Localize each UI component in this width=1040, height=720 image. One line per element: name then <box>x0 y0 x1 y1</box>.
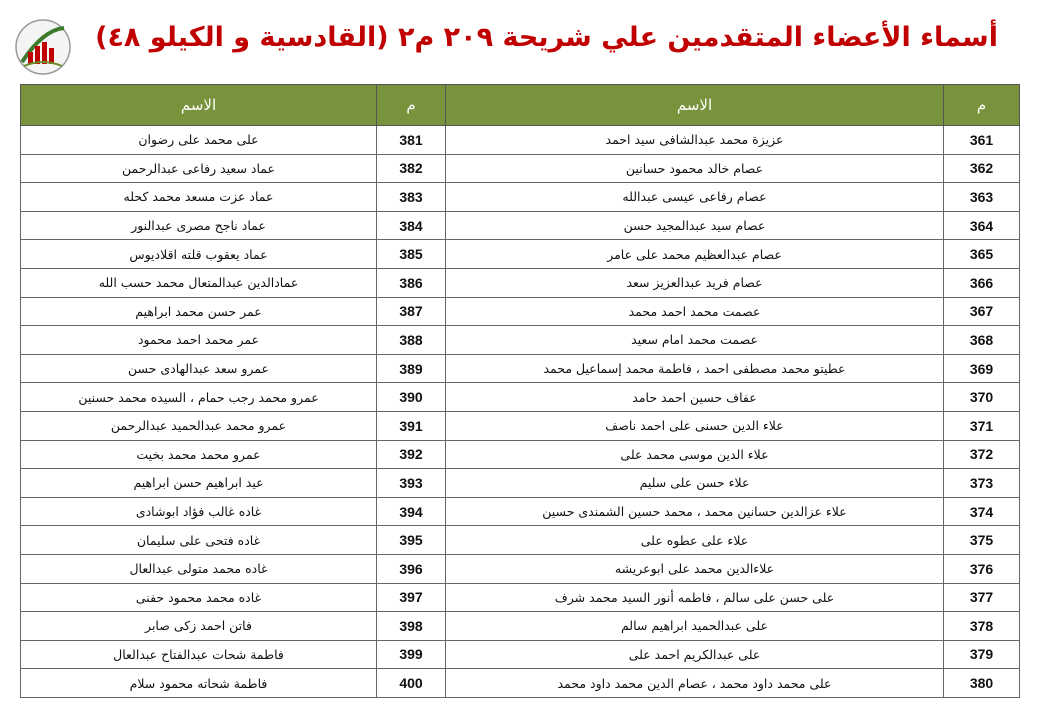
member-number: 384 <box>377 211 446 240</box>
member-name: عزيزة محمد عبدالشافى سيد احمد <box>446 126 944 155</box>
member-number: 364 <box>944 211 1020 240</box>
member-name: علاء حسن على سليم <box>446 469 944 498</box>
table-row <box>21 240 1020 269</box>
table-row <box>21 526 1020 555</box>
member-number: 368 <box>944 326 1020 355</box>
member-name: عماد ناجح مصرى عبدالنور <box>21 211 377 240</box>
member-name: على محمد على رضوان <box>21 126 377 155</box>
logo-icon <box>14 18 72 76</box>
member-number: 373 <box>944 469 1020 498</box>
member-number: 376 <box>944 554 1020 583</box>
table-row <box>21 154 1020 183</box>
member-number: 362 <box>944 154 1020 183</box>
member-name: علاء الدين موسى محمد على <box>446 440 944 469</box>
member-name: علاء عزالدين حسانين محمد ، محمد حسين الشمندى حسين <box>446 497 944 526</box>
member-name: عمرو محمد رجب حمام ، السيده محمد حسنين <box>21 383 377 412</box>
member-number: 393 <box>377 469 446 498</box>
member-number: 396 <box>377 554 446 583</box>
member-name: عماد يعقوب قلته اقلاديوس <box>21 240 377 269</box>
member-number: 386 <box>377 268 446 297</box>
member-number: 380 <box>944 669 1020 698</box>
table-row <box>21 497 1020 526</box>
table-row <box>21 440 1020 469</box>
table-header-row <box>21 85 1020 126</box>
member-number: 398 <box>377 612 446 641</box>
member-name: عيد ابراهيم حسن ابراهيم <box>21 469 377 498</box>
member-number: 397 <box>377 583 446 612</box>
member-number: 379 <box>944 640 1020 669</box>
member-name: عمرو محمد عبدالحميد عبدالرحمن <box>21 411 377 440</box>
member-number: 378 <box>944 612 1020 641</box>
header-number-2: م <box>377 85 446 126</box>
member-name: عمرو محمد محمد بخيت <box>21 440 377 469</box>
table-row <box>21 354 1020 383</box>
member-number: 383 <box>377 183 446 212</box>
table-row <box>21 469 1020 498</box>
member-number: 372 <box>944 440 1020 469</box>
member-number: 390 <box>377 383 446 412</box>
member-name: علاءالدين محمد على ابوعريشه <box>446 554 944 583</box>
member-number: 370 <box>944 383 1020 412</box>
member-name: عماد عزت مسعد محمد كحله <box>21 183 377 212</box>
member-name: غاده محمد محمود حفنى <box>21 583 377 612</box>
member-name: عصام فريد عبدالعزيز سعد <box>446 268 944 297</box>
member-number: 374 <box>944 497 1020 526</box>
table-row <box>21 411 1020 440</box>
table-row <box>21 383 1020 412</box>
header-number-1: م <box>944 85 1020 126</box>
member-number: 394 <box>377 497 446 526</box>
member-number: 391 <box>377 411 446 440</box>
member-number: 381 <box>377 126 446 155</box>
member-name: عصمت محمد احمد محمد <box>446 297 944 326</box>
member-name: غاده غالب فؤاد ابوشادى <box>21 497 377 526</box>
member-number: 385 <box>377 240 446 269</box>
table-row <box>21 583 1020 612</box>
table-row <box>21 326 1020 355</box>
member-name: عطيتو محمد مصطفى احمد ، فاطمة محمد إسماعيل محمد <box>446 354 944 383</box>
header <box>0 0 1040 82</box>
member-number: 365 <box>944 240 1020 269</box>
member-number: 369 <box>944 354 1020 383</box>
member-name: عصام عبدالعظيم محمد على عامر <box>446 240 944 269</box>
member-name: عصام رفاعى عيسى عبدالله <box>446 183 944 212</box>
member-name: عصام سيد عبدالمجيد حسن <box>446 211 944 240</box>
table-row <box>21 268 1020 297</box>
table-row <box>21 640 1020 669</box>
member-name: عمادالدين عبدالمتعال محمد حسب الله <box>21 268 377 297</box>
member-name: عمر حسن محمد ابراهيم <box>21 297 377 326</box>
member-name: علاء على عطوه على <box>446 526 944 555</box>
member-number: 375 <box>944 526 1020 555</box>
member-number: 400 <box>377 669 446 698</box>
table-row <box>21 183 1020 212</box>
page-title: أسماء الأعضاء المتقدمين علي شريحة ٢٠٩ م٢ (القادسية و الكيلو ٤٨) <box>95 22 998 53</box>
member-name: عصمت محمد امام سعيد <box>446 326 944 355</box>
member-number: 387 <box>377 297 446 326</box>
header-name-1: الاسم <box>446 85 944 126</box>
member-number: 363 <box>944 183 1020 212</box>
member-name: عفاف حسين احمد حامد <box>446 383 944 412</box>
header-name-2: الاسم <box>21 85 377 126</box>
table-row <box>21 297 1020 326</box>
member-name: غاده فتحى على سليمان <box>21 526 377 555</box>
table-row <box>21 612 1020 641</box>
member-number: 389 <box>377 354 446 383</box>
members-table <box>20 84 1020 698</box>
member-name: على حسن على سالم ، فاطمه أنور السيد محمد شرف <box>446 583 944 612</box>
member-number: 377 <box>944 583 1020 612</box>
member-number: 361 <box>944 126 1020 155</box>
member-number: 392 <box>377 440 446 469</box>
member-number: 382 <box>377 154 446 183</box>
member-name: على محمد داود محمد ، عصام الدين محمد داود محمد <box>446 669 944 698</box>
member-number: 366 <box>944 268 1020 297</box>
member-name: فاطمة شحاته محمود سلام <box>21 669 377 698</box>
table-row <box>21 554 1020 583</box>
table-row <box>21 126 1020 155</box>
member-name: فاتن احمد زكى صابر <box>21 612 377 641</box>
member-name: على عبدالحميد ابراهيم سالم <box>446 612 944 641</box>
table-row <box>21 211 1020 240</box>
member-name: عمر محمد احمد محمود <box>21 326 377 355</box>
member-name: علاء الدين حسنى على احمد ناصف <box>446 411 944 440</box>
member-name: عصام خالد محمود حسانين <box>446 154 944 183</box>
member-name: فاطمة شحات عبدالفتاح عبدالعال <box>21 640 377 669</box>
table-row <box>21 669 1020 698</box>
member-number: 388 <box>377 326 446 355</box>
member-number: 367 <box>944 297 1020 326</box>
member-number: 395 <box>377 526 446 555</box>
member-name: غاده محمد متولى عبدالعال <box>21 554 377 583</box>
member-number: 371 <box>944 411 1020 440</box>
member-number: 399 <box>377 640 446 669</box>
member-name: عماد سعيد رفاعى عبدالرحمن <box>21 154 377 183</box>
member-name: عمرو سعد عبدالهادى حسن <box>21 354 377 383</box>
member-name: على عبدالكريم احمد على <box>446 640 944 669</box>
